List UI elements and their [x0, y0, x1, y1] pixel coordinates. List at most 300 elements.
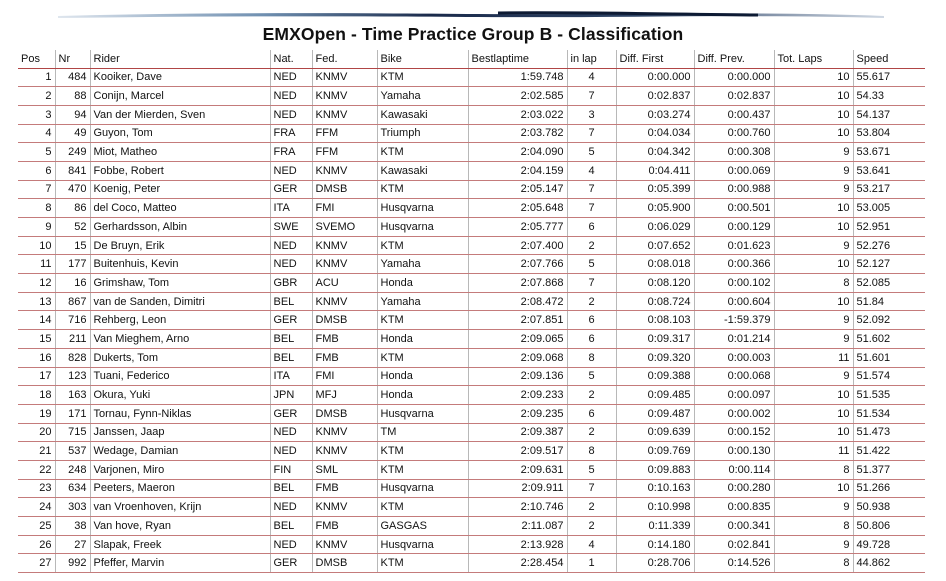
cell-bike: GASGAS	[377, 517, 468, 536]
cell-nat: BEL	[270, 330, 312, 349]
cell-fed: KNMV	[312, 498, 377, 517]
cell-nat: GBR	[270, 274, 312, 293]
cell-pos: 1	[18, 68, 55, 87]
cell-speed: 44.862	[853, 554, 925, 573]
cell-fed: DMSB	[312, 311, 377, 330]
cell-bike: TM	[377, 423, 468, 442]
cell-nat: NED	[270, 105, 312, 124]
cell-in-lap: 7	[567, 199, 616, 218]
cell-tot-laps: 10	[774, 423, 853, 442]
cell-diff-first: 0:00.000	[616, 68, 694, 87]
cell-diff-prev: 0:00.129	[694, 218, 774, 237]
cell-bestlaptime: 2:04.159	[468, 161, 567, 180]
cell-bestlaptime: 2:09.911	[468, 479, 567, 498]
column-header-rider[interactable]: Rider	[90, 50, 270, 68]
cell-nr: 49	[55, 124, 90, 143]
cell-nr: 992	[55, 554, 90, 573]
cell-tot-laps: 9	[774, 535, 853, 554]
cell-bike: KTM	[377, 68, 468, 87]
column-header-bike[interactable]: Bike	[377, 50, 468, 68]
cell-rider: Buitenhuis, Kevin	[90, 255, 270, 274]
cell-nat: ITA	[270, 367, 312, 386]
cell-tot-laps: 8	[774, 460, 853, 479]
cell-pos: 15	[18, 330, 55, 349]
cell-diff-prev: 0:00.835	[694, 498, 774, 517]
cell-pos: 20	[18, 423, 55, 442]
table-row[interactable]	[18, 161, 925, 180]
cell-fed: KNMV	[312, 442, 377, 461]
cell-rider: Dukerts, Tom	[90, 348, 270, 367]
cell-pos: 4	[18, 124, 55, 143]
cell-rider: Van hove, Ryan	[90, 517, 270, 536]
cell-pos: 21	[18, 442, 55, 461]
cell-pos: 7	[18, 180, 55, 199]
cell-diff-prev: 0:00.097	[694, 386, 774, 405]
cell-diff-prev: 0:00.114	[694, 460, 774, 479]
cell-nr: 249	[55, 143, 90, 162]
cell-diff-first: 0:05.900	[616, 199, 694, 218]
cell-tot-laps: 9	[774, 143, 853, 162]
cell-tot-laps: 8	[774, 517, 853, 536]
cell-pos: 24	[18, 498, 55, 517]
cell-fed: FMI	[312, 199, 377, 218]
cell-in-lap: 7	[567, 87, 616, 106]
column-header-bestlaptime[interactable]: Bestlaptime	[468, 50, 567, 68]
table-row[interactable]	[18, 311, 925, 330]
cell-bestlaptime: 2:05.777	[468, 218, 567, 237]
cell-nr: 715	[55, 423, 90, 442]
cell-bike: Husqvarna	[377, 535, 468, 554]
cell-bike: KTM	[377, 180, 468, 199]
cell-fed: MFJ	[312, 386, 377, 405]
table-row[interactable]	[18, 554, 925, 573]
cell-nr: 841	[55, 161, 90, 180]
classification-table	[18, 50, 925, 573]
cell-tot-laps: 10	[774, 218, 853, 237]
cell-rider: Tornau, Fynn-Niklas	[90, 404, 270, 423]
cell-diff-first: 0:09.769	[616, 442, 694, 461]
cell-fed: SML	[312, 460, 377, 479]
cell-speed: 51.574	[853, 367, 925, 386]
table-row[interactable]	[18, 87, 925, 106]
table-row[interactable]	[18, 423, 925, 442]
column-header-diff-first[interactable]: Diff. First	[616, 50, 694, 68]
cell-bike: Husqvarna	[377, 218, 468, 237]
cell-tot-laps: 10	[774, 479, 853, 498]
cell-diff-first: 0:07.652	[616, 236, 694, 255]
cell-rider: Grimshaw, Tom	[90, 274, 270, 293]
cell-tot-laps: 8	[774, 554, 853, 573]
cell-diff-prev: 0:00.152	[694, 423, 774, 442]
cell-bike: Honda	[377, 367, 468, 386]
cell-rider: Slapak, Freek	[90, 535, 270, 554]
cell-tot-laps: 9	[774, 180, 853, 199]
cell-diff-prev: 0:00.280	[694, 479, 774, 498]
cell-diff-prev: 0:00.000	[694, 68, 774, 87]
cell-diff-prev: 0:00.068	[694, 367, 774, 386]
cell-in-lap: 5	[567, 367, 616, 386]
cell-tot-laps: 10	[774, 105, 853, 124]
cell-bike: Yamaha	[377, 87, 468, 106]
cell-tot-laps: 9	[774, 330, 853, 349]
cell-tot-laps: 8	[774, 274, 853, 293]
cell-speed: 55.617	[853, 68, 925, 87]
table-row[interactable]	[18, 292, 925, 311]
cell-nat: NED	[270, 498, 312, 517]
table-row[interactable]	[18, 255, 925, 274]
cell-diff-first: 0:14.180	[616, 535, 694, 554]
cell-diff-first: 0:05.399	[616, 180, 694, 199]
cell-in-lap: 6	[567, 218, 616, 237]
cell-rider: Kooiker, Dave	[90, 68, 270, 87]
column-header-nat[interactable]: Nat.	[270, 50, 312, 68]
cell-diff-prev: 0:02.841	[694, 535, 774, 554]
cell-pos: 5	[18, 143, 55, 162]
cell-in-lap: 5	[567, 460, 616, 479]
cell-bestlaptime: 2:09.235	[468, 404, 567, 423]
cell-rider: Varjonen, Miro	[90, 460, 270, 479]
column-header-tot-laps[interactable]: Tot. Laps	[774, 50, 853, 68]
cell-pos: 23	[18, 479, 55, 498]
cell-nr: 52	[55, 218, 90, 237]
cell-nr: 38	[55, 517, 90, 536]
cell-nr: 484	[55, 68, 90, 87]
cell-in-lap: 2	[567, 423, 616, 442]
table-row[interactable]	[18, 274, 925, 293]
cell-bike: Yamaha	[377, 255, 468, 274]
cell-in-lap: 7	[567, 479, 616, 498]
cell-in-lap: 5	[567, 255, 616, 274]
cell-bestlaptime: 2:09.233	[468, 386, 567, 405]
cell-rider: De Bruyn, Erik	[90, 236, 270, 255]
cell-bestlaptime: 2:09.387	[468, 423, 567, 442]
table-row[interactable]	[18, 404, 925, 423]
cell-nr: 16	[55, 274, 90, 293]
table-row[interactable]	[18, 105, 925, 124]
cell-pos: 26	[18, 535, 55, 554]
cell-nat: GER	[270, 180, 312, 199]
cell-speed: 54.137	[853, 105, 925, 124]
cell-in-lap: 7	[567, 274, 616, 293]
cell-bike: Honda	[377, 274, 468, 293]
cell-pos: 14	[18, 311, 55, 330]
cell-speed: 51.601	[853, 348, 925, 367]
column-header-diff-prev[interactable]: Diff. Prev.	[694, 50, 774, 68]
cell-bike: Husqvarna	[377, 404, 468, 423]
column-header-speed[interactable]: Speed	[853, 50, 925, 68]
cell-bike: KTM	[377, 348, 468, 367]
cell-bike: Kawasaki	[377, 161, 468, 180]
cell-nr: 86	[55, 199, 90, 218]
cell-fed: KNMV	[312, 255, 377, 274]
cell-bike: KTM	[377, 460, 468, 479]
cell-in-lap: 2	[567, 386, 616, 405]
cell-pos: 9	[18, 218, 55, 237]
cell-tot-laps: 10	[774, 386, 853, 405]
column-header-nr[interactable]: Nr	[55, 50, 90, 68]
cell-in-lap: 2	[567, 498, 616, 517]
cell-pos: 19	[18, 404, 55, 423]
cell-bestlaptime: 2:07.766	[468, 255, 567, 274]
cell-nr: 171	[55, 404, 90, 423]
cell-pos: 17	[18, 367, 55, 386]
cell-diff-first: 0:08.103	[616, 311, 694, 330]
cell-tot-laps: 9	[774, 498, 853, 517]
cell-bike: Honda	[377, 386, 468, 405]
table-row[interactable]	[18, 498, 925, 517]
cell-in-lap: 7	[567, 124, 616, 143]
cell-in-lap: 6	[567, 404, 616, 423]
cell-diff-first: 0:04.342	[616, 143, 694, 162]
cell-speed: 49.728	[853, 535, 925, 554]
cell-diff-prev: 0:01.623	[694, 236, 774, 255]
cell-diff-prev: 0:00.366	[694, 255, 774, 274]
cell-fed: FFM	[312, 143, 377, 162]
cell-bestlaptime: 2:09.068	[468, 348, 567, 367]
cell-speed: 53.671	[853, 143, 925, 162]
cell-tot-laps: 10	[774, 199, 853, 218]
cell-nat: NED	[270, 236, 312, 255]
cell-bike: KTM	[377, 236, 468, 255]
cell-diff-first: 0:04.034	[616, 124, 694, 143]
cell-speed: 50.938	[853, 498, 925, 517]
cell-diff-first: 0:28.706	[616, 554, 694, 573]
cell-nr: 537	[55, 442, 90, 461]
cell-diff-first: 0:03.274	[616, 105, 694, 124]
cell-fed: ACU	[312, 274, 377, 293]
cell-tot-laps: 11	[774, 442, 853, 461]
cell-diff-first: 0:09.388	[616, 367, 694, 386]
cell-bestlaptime: 2:03.782	[468, 124, 567, 143]
cell-nat: NED	[270, 535, 312, 554]
cell-in-lap: 2	[567, 517, 616, 536]
cell-nat: NED	[270, 161, 312, 180]
cell-bestlaptime: 2:28.454	[468, 554, 567, 573]
cell-in-lap: 4	[567, 161, 616, 180]
table-row[interactable]	[18, 124, 925, 143]
cell-fed: KNMV	[312, 292, 377, 311]
cell-rider: Miot, Matheo	[90, 143, 270, 162]
cell-pos: 16	[18, 348, 55, 367]
cell-diff-first: 0:09.883	[616, 460, 694, 479]
cell-diff-prev: 0:00.308	[694, 143, 774, 162]
cell-bestlaptime: 2:04.090	[468, 143, 567, 162]
cell-diff-prev: 0:14.526	[694, 554, 774, 573]
table-row[interactable]	[18, 236, 925, 255]
cell-nat: NED	[270, 423, 312, 442]
cell-speed: 51.377	[853, 460, 925, 479]
cell-fed: KNMV	[312, 105, 377, 124]
cell-rider: Van Mieghem, Arno	[90, 330, 270, 349]
cell-diff-first: 0:08.018	[616, 255, 694, 274]
cell-tot-laps: 9	[774, 367, 853, 386]
cell-speed: 53.005	[853, 199, 925, 218]
cell-nat: NED	[270, 442, 312, 461]
cell-pos: 11	[18, 255, 55, 274]
cell-diff-first: 0:09.639	[616, 423, 694, 442]
cell-pos: 13	[18, 292, 55, 311]
table-row[interactable]	[18, 479, 925, 498]
cell-pos: 25	[18, 517, 55, 536]
cell-bestlaptime: 2:07.868	[468, 274, 567, 293]
cell-fed: KNMV	[312, 236, 377, 255]
cell-nr: 123	[55, 367, 90, 386]
cell-pos: 3	[18, 105, 55, 124]
cell-speed: 52.127	[853, 255, 925, 274]
cell-nr: 177	[55, 255, 90, 274]
cell-nr: 163	[55, 386, 90, 405]
cell-diff-first: 0:06.029	[616, 218, 694, 237]
cell-bestlaptime: 2:09.065	[468, 330, 567, 349]
cell-bike: KTM	[377, 311, 468, 330]
table-row[interactable]	[18, 330, 925, 349]
cell-in-lap: 4	[567, 535, 616, 554]
cell-bike: Yamaha	[377, 292, 468, 311]
table-row[interactable]	[18, 535, 925, 554]
cell-nat: GER	[270, 311, 312, 330]
cell-bestlaptime: 2:08.472	[468, 292, 567, 311]
table-row[interactable]	[18, 517, 925, 536]
cell-bestlaptime: 2:11.087	[468, 517, 567, 536]
cell-bestlaptime: 2:07.851	[468, 311, 567, 330]
cell-diff-prev: 0:00.988	[694, 180, 774, 199]
column-header-fed[interactable]: Fed.	[312, 50, 377, 68]
cell-bike: KTM	[377, 498, 468, 517]
cell-in-lap: 2	[567, 292, 616, 311]
cell-rider: Peeters, Maeron	[90, 479, 270, 498]
table-row[interactable]	[18, 367, 925, 386]
cell-fed: KNMV	[312, 68, 377, 87]
cell-fed: DMSB	[312, 180, 377, 199]
cell-diff-prev: 0:00.760	[694, 124, 774, 143]
cell-tot-laps: 11	[774, 348, 853, 367]
cell-nr: 634	[55, 479, 90, 498]
cell-tot-laps: 10	[774, 404, 853, 423]
cell-fed: DMSB	[312, 554, 377, 573]
cell-bestlaptime: 2:09.136	[468, 367, 567, 386]
cell-nr: 94	[55, 105, 90, 124]
cell-in-lap: 5	[567, 143, 616, 162]
cell-bestlaptime: 2:10.746	[468, 498, 567, 517]
cell-rider: del Coco, Matteo	[90, 199, 270, 218]
cell-speed: 52.092	[853, 311, 925, 330]
table-row[interactable]	[18, 218, 925, 237]
cell-fed: FMB	[312, 330, 377, 349]
cell-bestlaptime: 2:13.928	[468, 535, 567, 554]
cell-nr: 303	[55, 498, 90, 517]
cell-tot-laps: 9	[774, 311, 853, 330]
cell-speed: 51.473	[853, 423, 925, 442]
cell-speed: 51.534	[853, 404, 925, 423]
cell-fed: FMB	[312, 348, 377, 367]
cell-fed: FMB	[312, 479, 377, 498]
cell-bike: Honda	[377, 330, 468, 349]
cell-rider: van Vroenhoven, Krijn	[90, 498, 270, 517]
column-header-pos[interactable]: Pos	[18, 50, 55, 68]
cell-nr: 470	[55, 180, 90, 199]
cell-nat: FRA	[270, 143, 312, 162]
table-row[interactable]	[18, 348, 925, 367]
cell-speed: 53.804	[853, 124, 925, 143]
cell-diff-prev: 0:00.501	[694, 199, 774, 218]
table-body	[18, 68, 925, 573]
cell-bike: Triumph	[377, 124, 468, 143]
cell-pos: 6	[18, 161, 55, 180]
table-row[interactable]	[18, 68, 925, 87]
cell-bestlaptime: 2:05.147	[468, 180, 567, 199]
cell-nr: 27	[55, 535, 90, 554]
cell-diff-prev: -1:59.379	[694, 311, 774, 330]
cell-nat: FIN	[270, 460, 312, 479]
table-row[interactable]	[18, 199, 925, 218]
cell-tot-laps: 10	[774, 68, 853, 87]
cell-pos: 2	[18, 87, 55, 106]
cell-bestlaptime: 2:09.631	[468, 460, 567, 479]
cell-nat: BEL	[270, 292, 312, 311]
cell-nat: SWE	[270, 218, 312, 237]
cell-diff-prev: 0:00.102	[694, 274, 774, 293]
table-row[interactable]	[18, 143, 925, 162]
cell-diff-prev: 0:01.214	[694, 330, 774, 349]
table-row[interactable]	[18, 386, 925, 405]
cell-in-lap: 8	[567, 442, 616, 461]
cell-pos: 12	[18, 274, 55, 293]
cell-nr: 15	[55, 236, 90, 255]
cell-nr: 828	[55, 348, 90, 367]
cell-rider: van de Sanden, Dimitri	[90, 292, 270, 311]
cell-speed: 51.602	[853, 330, 925, 349]
cell-diff-first: 0:08.724	[616, 292, 694, 311]
cell-speed: 53.641	[853, 161, 925, 180]
column-header-in-lap[interactable]: in lap	[567, 50, 616, 68]
cell-in-lap: 2	[567, 236, 616, 255]
cell-bestlaptime: 1:59.748	[468, 68, 567, 87]
cell-pos: 10	[18, 236, 55, 255]
cell-in-lap: 4	[567, 68, 616, 87]
cell-diff-first: 0:10.163	[616, 479, 694, 498]
cell-nr: 716	[55, 311, 90, 330]
cell-in-lap: 8	[567, 348, 616, 367]
table-row[interactable]	[18, 180, 925, 199]
cell-bestlaptime: 2:09.517	[468, 442, 567, 461]
cell-speed: 51.535	[853, 386, 925, 405]
cell-fed: FFM	[312, 124, 377, 143]
cell-fed: KNMV	[312, 87, 377, 106]
cell-diff-prev: 0:00.003	[694, 348, 774, 367]
cell-nat: BEL	[270, 517, 312, 536]
cell-speed: 50.806	[853, 517, 925, 536]
cell-rider: Koenig, Peter	[90, 180, 270, 199]
cell-fed: KNMV	[312, 161, 377, 180]
cell-rider: Gerhardsson, Albin	[90, 218, 270, 237]
cell-diff-first: 0:11.339	[616, 517, 694, 536]
cell-speed: 51.84	[853, 292, 925, 311]
cell-fed: DMSB	[312, 404, 377, 423]
table-row[interactable]	[18, 442, 925, 461]
cell-speed: 52.085	[853, 274, 925, 293]
cell-tot-laps: 10	[774, 87, 853, 106]
cell-rider: Van der Mierden, Sven	[90, 105, 270, 124]
cell-diff-first: 0:09.487	[616, 404, 694, 423]
table-row[interactable]	[18, 460, 925, 479]
cell-in-lap: 7	[567, 180, 616, 199]
cell-bestlaptime: 2:03.022	[468, 105, 567, 124]
cell-diff-prev: 0:00.437	[694, 105, 774, 124]
cell-in-lap: 1	[567, 554, 616, 573]
cell-diff-first: 0:08.120	[616, 274, 694, 293]
cell-bike: Husqvarna	[377, 199, 468, 218]
cell-rider: Wedage, Damian	[90, 442, 270, 461]
